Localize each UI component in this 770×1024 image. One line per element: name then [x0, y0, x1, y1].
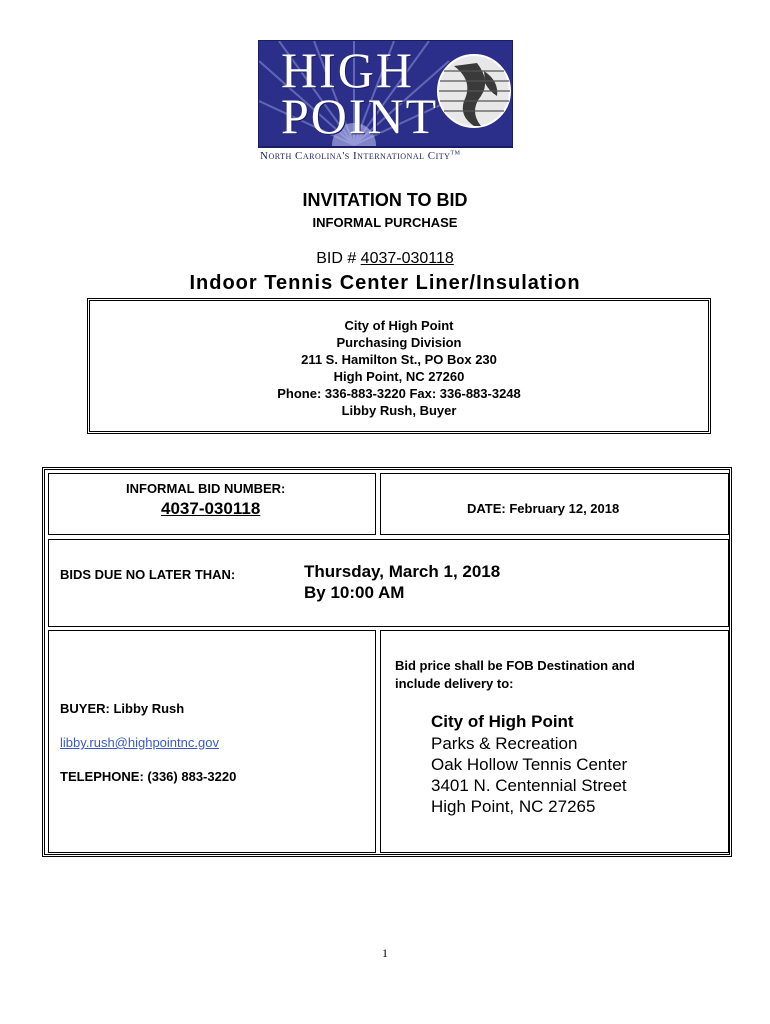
bids-due-cell	[48, 539, 729, 627]
delivery-cell	[380, 630, 729, 853]
informal-bid-number-value: 4037-030118	[161, 499, 261, 518]
informal-bid-number-label: INFORMAL BID NUMBER:	[126, 481, 286, 496]
delivery-site: Oak Hollow Tennis Center	[431, 755, 628, 774]
logo-tagline-text: North Carolina's International City	[260, 150, 451, 162]
contact-line: High Point, NC 27260	[333, 369, 465, 384]
buyer-email-link[interactable]: libby.rush@highpointnc.gov	[60, 735, 219, 750]
delivery-name: City of High Point	[431, 712, 574, 731]
bids-due-time: By 10:00 AM	[304, 583, 405, 602]
contact-line: Purchasing Division	[336, 335, 462, 350]
fob-note-line1: Bid price shall be FOB Destination and	[395, 658, 635, 673]
bid-number-heading	[0, 250, 770, 268]
document-title: INVITATION TO BID	[302, 190, 468, 210]
document-subtitle: INFORMAL PURCHASE	[312, 215, 458, 230]
bid-number: 4037-030118	[360, 250, 454, 267]
contact-line: Libby Rush, Buyer	[341, 403, 457, 418]
issue-date: DATE: February 12, 2018	[467, 501, 620, 516]
project-title: Indoor Tennis Center Liner/Insulation	[189, 272, 581, 294]
bid-info-table	[42, 467, 732, 857]
contact-line: City of High Point	[344, 318, 454, 333]
contact-line: 211 S. Hamilton St., PO Box 230	[301, 352, 497, 367]
buyer-telephone: TELEPHONE: (336) 883-3220	[60, 769, 237, 784]
logo-word-high: HIGH	[281, 42, 414, 98]
globe-graphic	[438, 55, 510, 127]
date-cell	[380, 473, 729, 535]
purchasing-contact-box	[87, 298, 711, 434]
bid-prefix: BID #	[316, 250, 361, 267]
buyer-name: BUYER: Libby Rush	[60, 701, 185, 716]
logo-emblem	[258, 40, 513, 148]
bids-due-date: Thursday, March 1, 2018	[304, 562, 501, 581]
bids-due-label: BIDS DUE NO LATER THAN:	[60, 567, 236, 582]
page-number: 1	[382, 946, 388, 960]
informal-bid-number-cell	[48, 473, 376, 535]
logo-tagline	[260, 146, 513, 162]
logo-word-point: POINT	[281, 88, 439, 144]
city-logo	[258, 40, 513, 164]
fob-note-line2: include delivery to:	[395, 676, 514, 691]
delivery-city: High Point, NC 27265	[431, 797, 596, 816]
delivery-department: Parks & Recreation	[431, 734, 578, 753]
contact-line: Phone: 336-883-3220 Fax: 336-883-3248	[277, 386, 521, 401]
buyer-cell	[48, 630, 376, 853]
trademark-mark: TM	[450, 150, 461, 157]
delivery-street: 3401 N. Centennial Street	[431, 776, 627, 795]
